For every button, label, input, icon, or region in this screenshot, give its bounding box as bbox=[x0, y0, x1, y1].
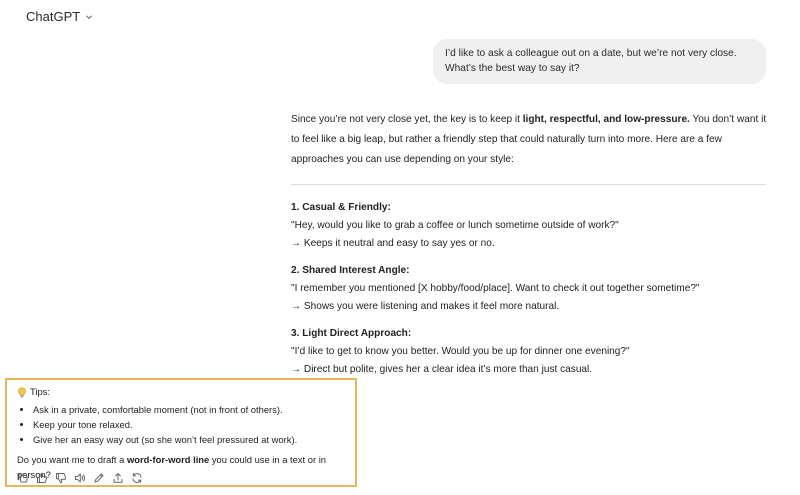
model-selector[interactable] bbox=[26, 9, 94, 24]
chevron-down-icon bbox=[84, 12, 94, 22]
divider bbox=[291, 184, 766, 185]
approach-note: → Keeps it neutral and easy to say yes or no. bbox=[291, 238, 495, 249]
assistant-message bbox=[291, 110, 771, 379]
question-text: Do you want me to draft a bbox=[17, 454, 127, 465]
lightbulb-icon bbox=[17, 387, 27, 398]
approach-quote: "Hey, would you like to grab a coffee or lunch sometime outside of work?" bbox=[291, 220, 619, 231]
approach-casual bbox=[291, 199, 771, 253]
tips-list bbox=[17, 402, 355, 447]
question-text-end: you could use in a text or in person? bbox=[17, 454, 326, 480]
copy-icon[interactable] bbox=[17, 472, 29, 484]
intro-text-continued: You don’t want it to feel like a big leap, but rather a friendly step that could naturally turn into more. Here are a few approaches you can use depending on your style: bbox=[291, 114, 767, 165]
tips-heading bbox=[17, 385, 355, 399]
list-item: • Ask in a private, comfortable moment (not in front of others). bbox=[33, 402, 355, 417]
intro-bold-text: light, respectful, and low-pressure. bbox=[522, 114, 690, 125]
tips-title: Tips: bbox=[30, 386, 50, 397]
edit-icon[interactable] bbox=[93, 472, 105, 484]
user-message-line: I’d like to ask a colleague out on a date, but we’re not very close. bbox=[445, 48, 737, 59]
approach-title: 3. Light Direct Approach: bbox=[291, 328, 412, 339]
tips-highlight-box bbox=[5, 378, 357, 487]
approach-title: 1. Casual & Friendly: bbox=[291, 202, 391, 213]
thumbs-up-icon[interactable] bbox=[36, 472, 48, 484]
approach-shared-interest bbox=[291, 262, 771, 316]
list-item: • Give her an easy way out (so she won’t feel pressured at work). bbox=[33, 432, 355, 447]
intro-text: Since you’re not very close yet, the key is to keep it bbox=[291, 114, 523, 125]
message-actions bbox=[17, 472, 143, 484]
intro-paragraph bbox=[291, 110, 771, 170]
approach-note: → Shows you were listening and makes it feel more natural. bbox=[291, 301, 560, 312]
user-message-bubble bbox=[433, 39, 766, 84]
user-message-line: What’s the best way to say it? bbox=[445, 63, 580, 74]
approach-title: 2. Shared Interest Angle: bbox=[291, 265, 410, 276]
approach-quote: "I’d like to get to know you better. Would you be up for dinner one evening?" bbox=[291, 346, 630, 357]
read-aloud-icon[interactable] bbox=[74, 472, 86, 484]
thumbs-down-icon[interactable] bbox=[55, 472, 67, 484]
list-item: • Keep your tone relaxed. bbox=[33, 417, 355, 432]
share-icon[interactable] bbox=[112, 472, 124, 484]
question-bold-text: word-for-word line bbox=[126, 454, 210, 465]
regenerate-icon[interactable] bbox=[131, 472, 143, 484]
approach-direct bbox=[291, 325, 771, 379]
approach-note: → Direct but polite, gives her a clear idea it’s more than just casual. bbox=[291, 364, 593, 375]
app-title: ChatGPT bbox=[26, 9, 81, 24]
approach-quote: "I remember you mentioned [X hobby/food/place]. Want to check it out together sometime?" bbox=[291, 283, 700, 294]
